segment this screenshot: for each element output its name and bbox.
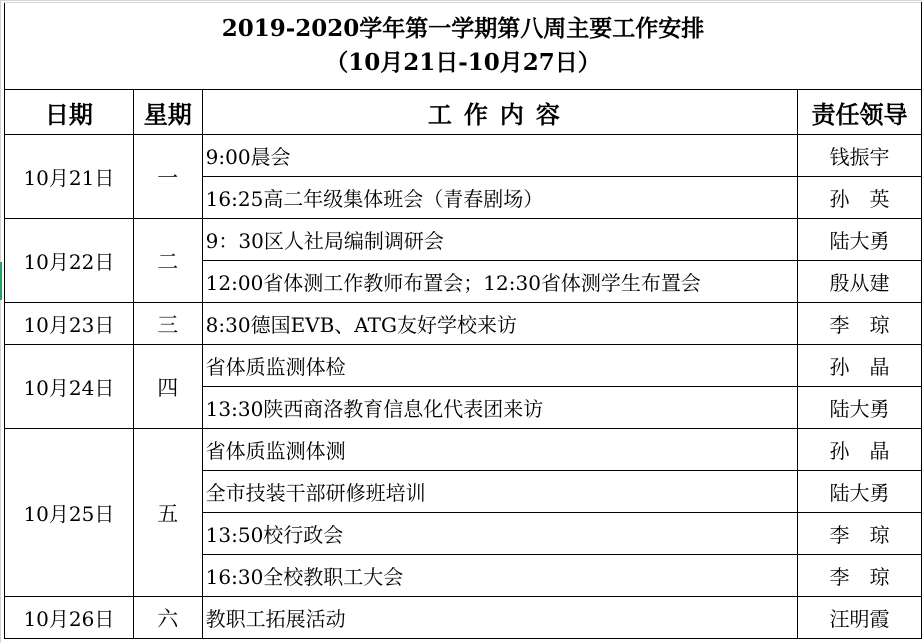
date-cell[interactable]: 10月24日 — [5, 345, 134, 429]
date-cell[interactable]: 10月25日 — [5, 429, 134, 597]
table-row — [5, 135, 922, 177]
task-content-cell[interactable]: 13:50校行政会 — [202, 513, 797, 555]
title-line-2: （10月21日-10月27日） — [325, 49, 601, 76]
task-content-cell[interactable]: 16:30全校教职工大会 — [202, 555, 797, 597]
date-cell[interactable]: 10月21日 — [5, 135, 134, 219]
task-content-cell[interactable]: 13:30陕西商洛教育信息化代表团来访 — [202, 387, 797, 429]
leader-cell[interactable]: 李 琼 — [798, 555, 922, 597]
leader-cell[interactable]: 孙 晶 — [798, 345, 922, 387]
leader-cell[interactable]: 李 琼 — [798, 303, 922, 345]
weekday-cell[interactable]: 六 — [133, 597, 202, 639]
leader-cell[interactable]: 陆大勇 — [798, 387, 922, 429]
date-cell[interactable]: 10月22日 — [5, 219, 134, 303]
task-content-cell[interactable]: 教职工拓展活动 — [202, 597, 797, 639]
sheet-gridline — [0, 0, 922, 1]
leader-cell[interactable]: 钱振宇 — [798, 135, 922, 177]
task-content-cell[interactable]: 8:30德国EVB、ATG友好学校来访 — [202, 303, 797, 345]
task-content-cell[interactable]: 16:25高二年级集体班会（青春剧场） — [202, 177, 797, 219]
leader-cell[interactable]: 殷从建 — [798, 261, 922, 303]
header-leader[interactable]: 责任领导 — [798, 90, 922, 135]
table-row — [5, 303, 922, 345]
leader-cell[interactable]: 陆大勇 — [798, 471, 922, 513]
weekday-cell[interactable]: 五 — [133, 429, 202, 597]
leader-cell[interactable]: 李 琼 — [798, 513, 922, 555]
date-cell[interactable]: 10月23日 — [5, 303, 134, 345]
task-content-cell[interactable]: 全市技装干部研修班培训 — [202, 471, 797, 513]
header-weekday[interactable]: 星期 — [133, 90, 202, 135]
header-date[interactable]: 日期 — [5, 90, 134, 135]
table-row — [5, 597, 922, 639]
schedule-table — [4, 2, 922, 639]
sheet-gridline — [0, 0, 1, 643]
row-selection-marker — [0, 262, 2, 300]
leader-cell[interactable]: 孙 晶 — [798, 429, 922, 471]
weekday-cell[interactable]: 三 — [133, 303, 202, 345]
weekday-cell[interactable]: 四 — [133, 345, 202, 429]
leader-cell[interactable]: 陆大勇 — [798, 219, 922, 261]
table-row — [5, 429, 922, 471]
leader-cell[interactable]: 孙 英 — [798, 177, 922, 219]
task-content-cell[interactable]: 12:00省体测工作教师布置会；12:30省体测学生布置会 — [202, 261, 797, 303]
date-cell[interactable]: 10月26日 — [5, 597, 134, 639]
weekday-cell[interactable]: 二 — [133, 219, 202, 303]
header-content[interactable]: 工作内容 — [202, 90, 797, 135]
task-content-cell[interactable]: 9：30区人社局编制调研会 — [202, 219, 797, 261]
task-content-cell[interactable]: 省体质监测体检 — [202, 345, 797, 387]
table-row — [5, 345, 922, 387]
task-content-cell[interactable]: 省体质监测体测 — [202, 429, 797, 471]
title-line-1: 2019-2020学年第一学期第八周主要工作安排 — [221, 15, 705, 42]
table-title[interactable] — [5, 3, 922, 90]
weekday-cell[interactable]: 一 — [133, 135, 202, 219]
task-content-cell[interactable]: 9:00晨会 — [202, 135, 797, 177]
leader-cell[interactable]: 汪明霞 — [798, 597, 922, 639]
title-row — [5, 3, 922, 90]
header-row — [5, 90, 922, 135]
table-row — [5, 219, 922, 261]
